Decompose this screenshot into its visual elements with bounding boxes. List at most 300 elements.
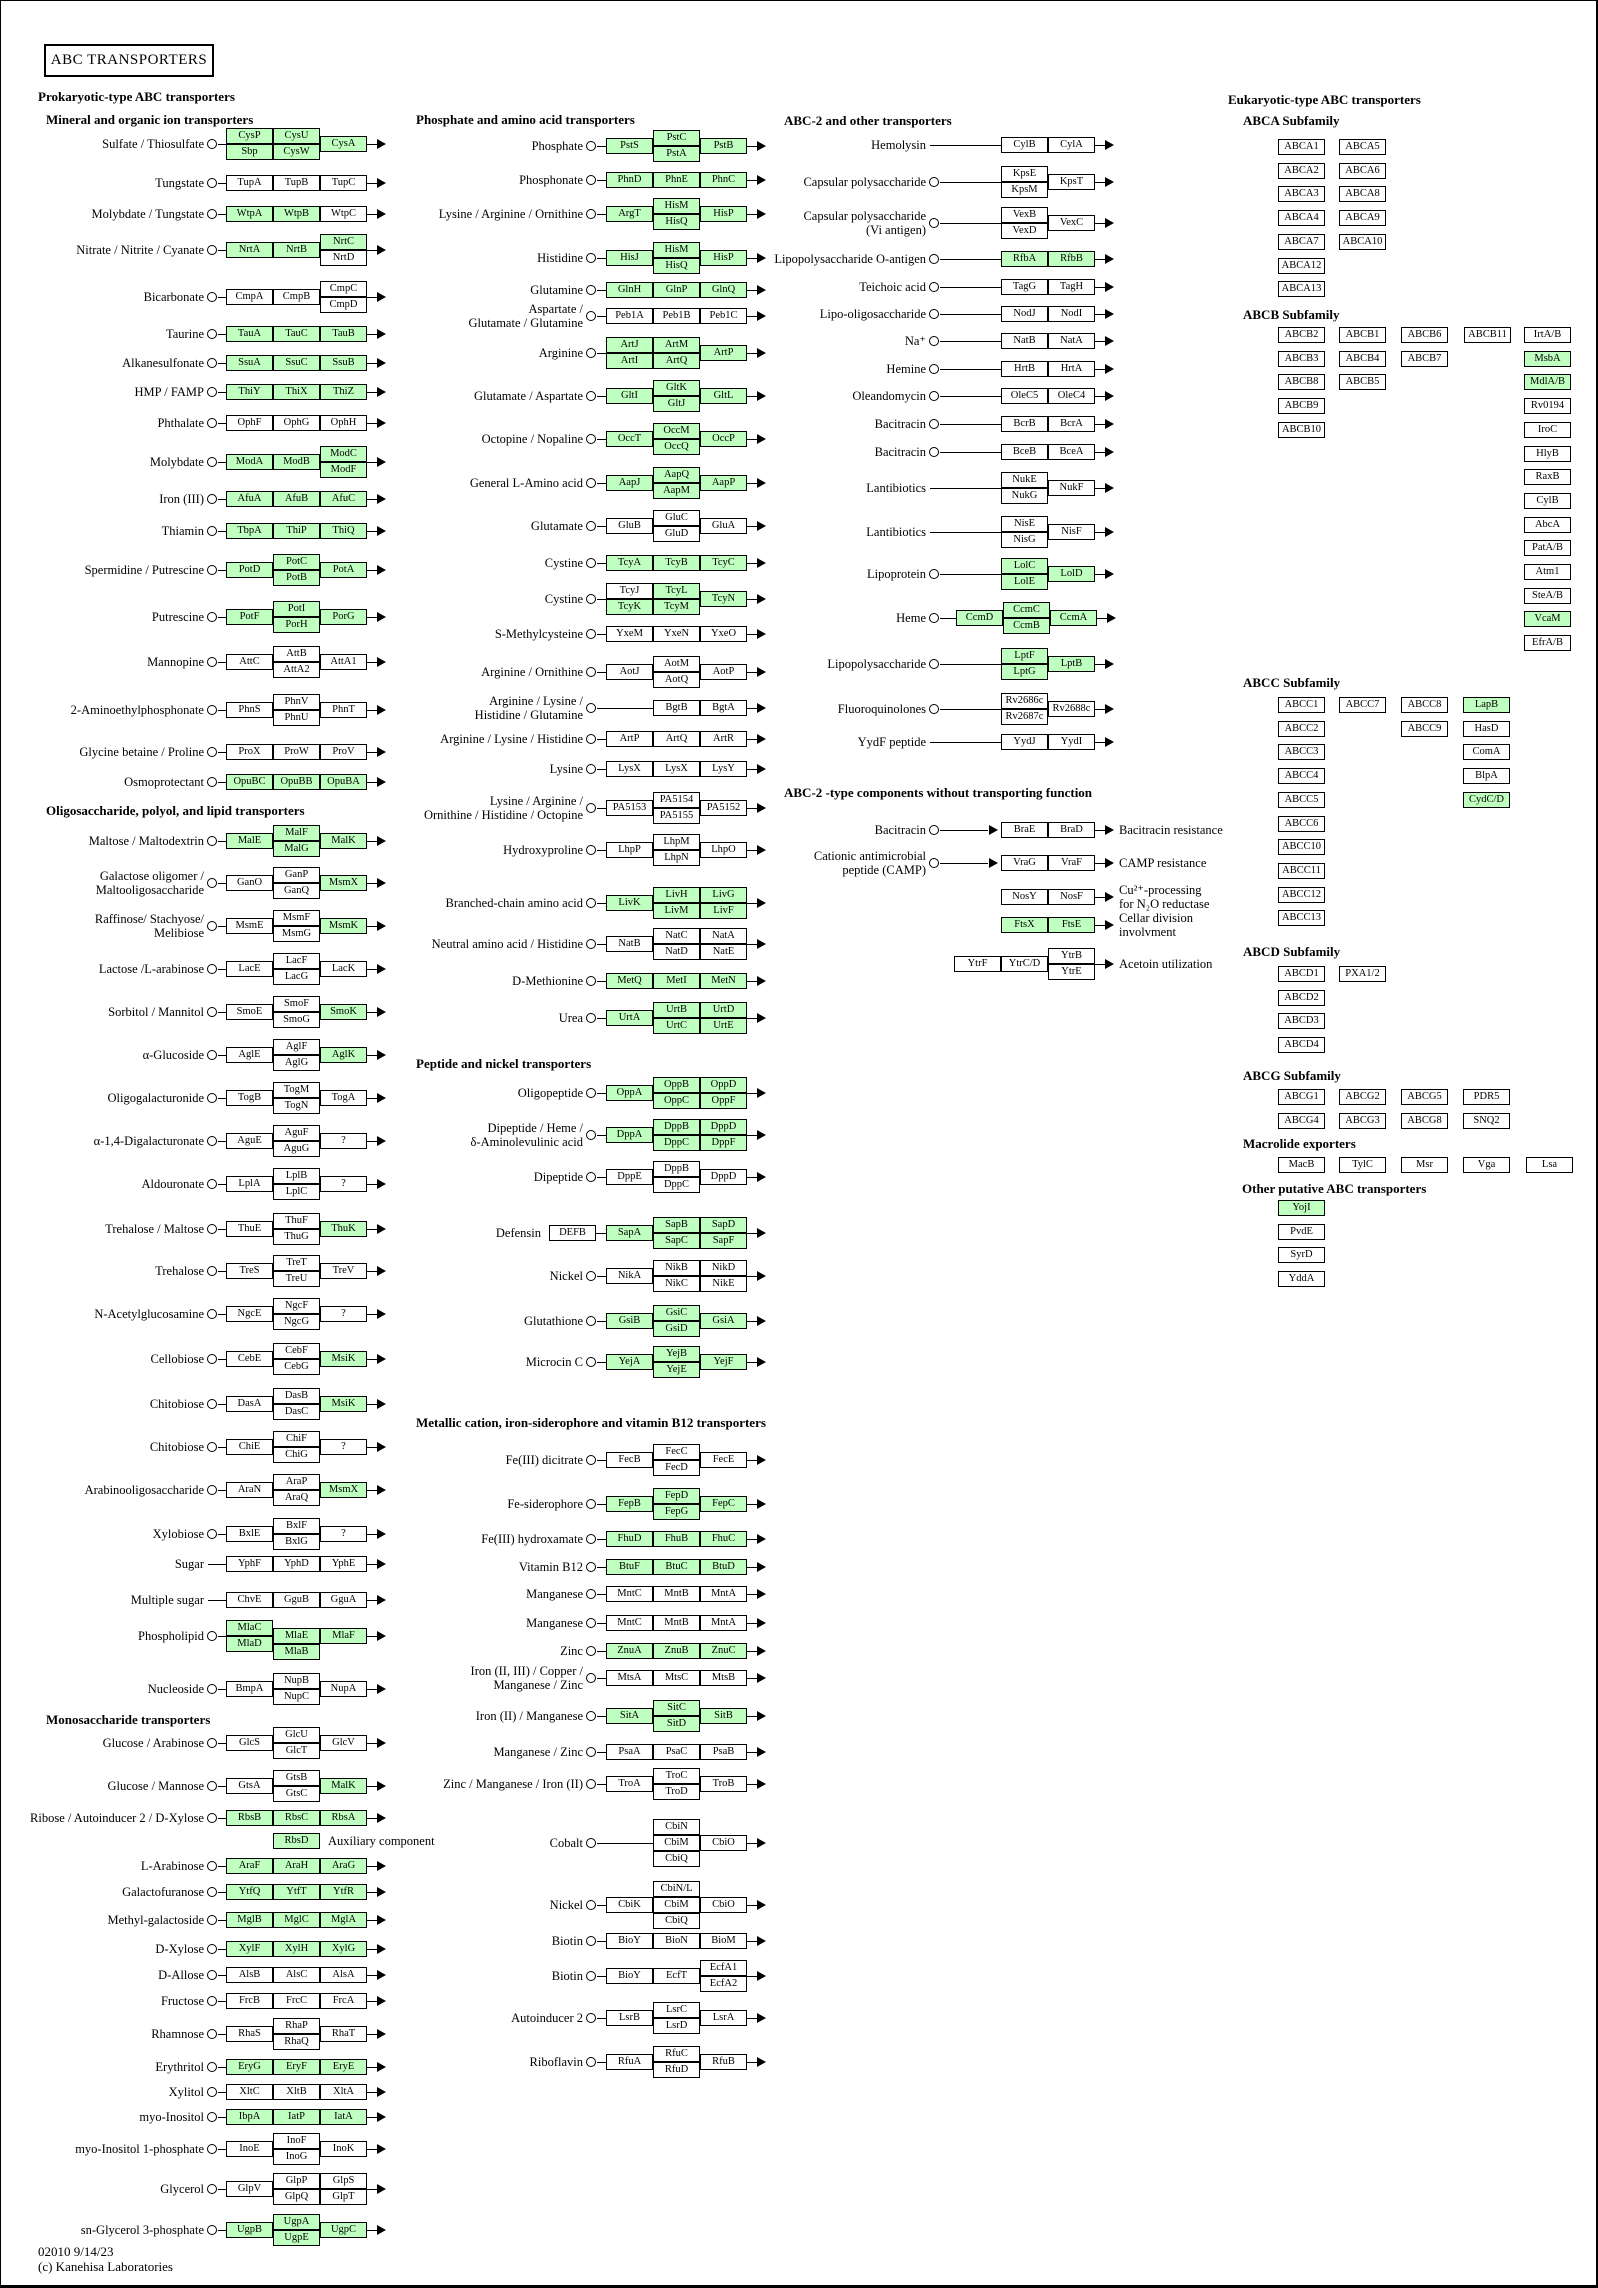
gene-box[interactable]: ThiX bbox=[273, 384, 320, 400]
gene-box[interactable]: BxlF bbox=[273, 1518, 320, 1534]
gene-box[interactable]: GlcS bbox=[226, 1735, 273, 1751]
gene-box[interactable]: TupC bbox=[320, 175, 367, 191]
gene-box[interactable]: CbiN bbox=[653, 1819, 700, 1835]
gene-box[interactable]: ABCC5 bbox=[1278, 792, 1325, 808]
gene-box[interactable]: BxlE bbox=[226, 1526, 273, 1542]
gene-box[interactable]: ABCG4 bbox=[1278, 1113, 1325, 1129]
gene-box[interactable]: NupC bbox=[273, 1689, 320, 1705]
gene-box[interactable]: PhnC bbox=[700, 172, 747, 188]
gene-box[interactable]: NikC bbox=[653, 1276, 700, 1292]
gene-box[interactable]: AapJ bbox=[606, 475, 653, 491]
gene-box[interactable]: Rv0194 bbox=[1524, 398, 1571, 414]
gene-box[interactable]: TogM bbox=[273, 1082, 320, 1098]
gene-box[interactable]: CysP bbox=[226, 128, 273, 144]
gene-box[interactable]: LolE bbox=[1001, 574, 1048, 590]
gene-box[interactable]: GlpS bbox=[320, 2173, 367, 2189]
gene-box[interactable]: InoE bbox=[226, 2141, 273, 2157]
gene-box[interactable]: NatB bbox=[1001, 333, 1048, 349]
gene-box[interactable]: MalK bbox=[320, 833, 367, 849]
gene-box[interactable]: BraE bbox=[1001, 822, 1048, 838]
gene-box[interactable]: CbiM bbox=[653, 1897, 700, 1913]
gene-box[interactable]: GlcT bbox=[273, 1743, 320, 1759]
gene-box[interactable]: AotM bbox=[653, 656, 700, 672]
gene-box[interactable]: ABCA10 bbox=[1339, 234, 1386, 250]
gene-box[interactable]: SmoF bbox=[273, 996, 320, 1012]
gene-box[interactable]: TroA bbox=[606, 1776, 653, 1792]
gene-box[interactable]: LivM bbox=[653, 903, 700, 919]
gene-box[interactable]: LacF bbox=[273, 953, 320, 969]
gene-box[interactable]: RhaP bbox=[273, 2018, 320, 2034]
gene-box[interactable]: PvdE bbox=[1278, 1224, 1325, 1240]
gene-box[interactable]: AguE bbox=[226, 1133, 273, 1149]
gene-box[interactable]: LsrA bbox=[700, 2010, 747, 2026]
gene-box[interactable]: UrtB bbox=[653, 1002, 700, 1018]
gene-box[interactable]: AotQ bbox=[653, 672, 700, 688]
gene-box[interactable]: OppF bbox=[700, 1093, 747, 1109]
gene-box[interactable]: DasA bbox=[226, 1396, 273, 1412]
gene-box[interactable]: ABCB1 bbox=[1339, 327, 1386, 343]
gene-box[interactable]: MglC bbox=[273, 1912, 320, 1928]
gene-box[interactable]: NgcG bbox=[273, 1314, 320, 1330]
gene-box[interactable]: ABCC13 bbox=[1278, 910, 1325, 926]
gene-box[interactable]: ABCB6 bbox=[1401, 327, 1448, 343]
gene-box[interactable]: EcfA1 bbox=[700, 1960, 747, 1976]
gene-box[interactable]: CebF bbox=[273, 1343, 320, 1359]
gene-box[interactable]: ChvE bbox=[226, 1592, 273, 1608]
gene-box[interactable]: BcrB bbox=[1001, 416, 1048, 432]
gene-box[interactable]: RfuB bbox=[700, 2054, 747, 2070]
gene-box[interactable]: AlsC bbox=[273, 1967, 320, 1983]
gene-box[interactable]: TcyC bbox=[700, 555, 747, 571]
gene-box[interactable]: EryE bbox=[320, 2059, 367, 2075]
gene-box[interactable]: MsiK bbox=[320, 1351, 367, 1367]
gene-box[interactable]: MlaD bbox=[226, 1636, 273, 1652]
gene-box[interactable]: LapB bbox=[1463, 697, 1510, 713]
gene-box[interactable]: RfuA bbox=[606, 2054, 653, 2070]
gene-box[interactable]: CmpC bbox=[320, 281, 367, 297]
gene-box[interactable]: GguA bbox=[320, 1592, 367, 1608]
gene-box[interactable]: HisP bbox=[700, 250, 747, 266]
gene-box[interactable]: ABCG2 bbox=[1339, 1089, 1386, 1105]
gene-box[interactable]: ? bbox=[320, 1176, 367, 1192]
gene-box[interactable]: MlaE bbox=[273, 1628, 320, 1644]
gene-box[interactable]: ProW bbox=[273, 744, 320, 760]
gene-box[interactable]: SapA bbox=[606, 1225, 653, 1241]
gene-box[interactable]: ABCA1 bbox=[1278, 139, 1325, 155]
gene-box[interactable]: TroD bbox=[653, 1784, 700, 1800]
gene-box[interactable]: OphH bbox=[320, 415, 367, 431]
gene-box[interactable]: ? bbox=[320, 1133, 367, 1149]
gene-box[interactable]: ABCC3 bbox=[1278, 744, 1325, 760]
gene-box[interactable]: YxeM bbox=[606, 626, 653, 642]
gene-box[interactable]: SsuA bbox=[226, 355, 273, 371]
gene-box[interactable]: Rv2687c bbox=[1001, 709, 1048, 725]
gene-box[interactable]: BlpA bbox=[1463, 768, 1510, 784]
gene-box[interactable]: NikE bbox=[700, 1276, 747, 1292]
gene-box[interactable]: NrtA bbox=[226, 242, 273, 258]
gene-box[interactable]: AraQ bbox=[273, 1490, 320, 1506]
gene-box[interactable]: MsmX bbox=[320, 875, 367, 891]
gene-box[interactable]: FecE bbox=[700, 1452, 747, 1468]
gene-box[interactable]: MntB bbox=[653, 1586, 700, 1602]
gene-box[interactable]: YejE bbox=[653, 1362, 700, 1378]
gene-box[interactable]: TcyA bbox=[606, 555, 653, 571]
gene-box[interactable]: MalF bbox=[273, 825, 320, 841]
gene-box[interactable]: ABCA4 bbox=[1278, 210, 1325, 226]
gene-box[interactable]: LysY bbox=[700, 761, 747, 777]
gene-box[interactable]: AotP bbox=[700, 664, 747, 680]
gene-box[interactable]: NukG bbox=[1001, 488, 1048, 504]
gene-box[interactable]: PstA bbox=[653, 146, 700, 162]
gene-box[interactable]: RhaS bbox=[226, 2026, 273, 2042]
gene-box[interactable]: PotC bbox=[273, 554, 320, 570]
gene-box[interactable]: GsiD bbox=[653, 1321, 700, 1337]
gene-box[interactable]: MetN bbox=[700, 973, 747, 989]
gene-box[interactable]: HasD bbox=[1463, 721, 1510, 737]
gene-box[interactable]: OphF bbox=[226, 415, 273, 431]
gene-box[interactable]: GanP bbox=[273, 867, 320, 883]
gene-box[interactable]: YejA bbox=[606, 1354, 653, 1370]
gene-box[interactable]: AraH bbox=[273, 1858, 320, 1874]
gene-box[interactable]: AbcA bbox=[1524, 517, 1571, 533]
gene-box[interactable]: BxlG bbox=[273, 1534, 320, 1550]
gene-box[interactable]: ChiG bbox=[273, 1447, 320, 1463]
gene-box[interactable]: CbiO bbox=[700, 1897, 747, 1913]
gene-box[interactable]: FrcC bbox=[273, 1993, 320, 2009]
gene-box[interactable]: WtpA bbox=[226, 206, 273, 222]
gene-box[interactable]: NodI bbox=[1048, 306, 1095, 322]
gene-box[interactable]: AapP bbox=[700, 475, 747, 491]
gene-box[interactable]: RbsB bbox=[226, 1810, 273, 1826]
gene-box[interactable]: PotB bbox=[273, 570, 320, 586]
gene-box[interactable]: ? bbox=[320, 1439, 367, 1455]
gene-box[interactable]: TbpA bbox=[226, 523, 273, 539]
gene-box[interactable]: ABCB5 bbox=[1339, 374, 1386, 390]
gene-box[interactable]: AapQ bbox=[653, 467, 700, 483]
gene-box[interactable]: UrtE bbox=[700, 1018, 747, 1034]
gene-box[interactable]: BceB bbox=[1001, 444, 1048, 460]
gene-box[interactable]: UgpB bbox=[226, 2222, 273, 2238]
gene-box[interactable]: CysA bbox=[320, 136, 367, 152]
gene-box[interactable]: MsmX bbox=[320, 1482, 367, 1498]
gene-box[interactable]: WtpC bbox=[320, 206, 367, 222]
gene-box[interactable]: CmpB bbox=[273, 289, 320, 305]
gene-box[interactable]: YejF bbox=[700, 1354, 747, 1370]
gene-box[interactable]: ABCC9 bbox=[1401, 721, 1448, 737]
gene-box[interactable]: PsaC bbox=[653, 1744, 700, 1760]
gene-box[interactable]: VexC bbox=[1048, 215, 1095, 231]
gene-box[interactable]: MacB bbox=[1278, 1157, 1325, 1173]
gene-box[interactable]: SmoE bbox=[226, 1004, 273, 1020]
gene-box[interactable]: SyrD bbox=[1278, 1247, 1325, 1263]
gene-box[interactable]: AlsA bbox=[320, 1967, 367, 1983]
gene-box[interactable]: ArtP bbox=[700, 345, 747, 361]
gene-box[interactable]: ThiP bbox=[273, 523, 320, 539]
gene-box[interactable]: NupA bbox=[320, 1681, 367, 1697]
gene-box[interactable]: ABCD4 bbox=[1278, 1037, 1325, 1053]
gene-box[interactable]: MetQ bbox=[606, 973, 653, 989]
gene-box[interactable]: HlyB bbox=[1524, 446, 1571, 462]
gene-box[interactable]: CcmA bbox=[1050, 610, 1097, 626]
gene-box[interactable]: IbpA bbox=[226, 2109, 273, 2125]
gene-box[interactable]: MsmE bbox=[226, 918, 273, 934]
gene-box[interactable]: DEFB bbox=[549, 1225, 596, 1241]
gene-box[interactable]: NrtC bbox=[320, 234, 367, 250]
gene-box[interactable]: Atm1 bbox=[1524, 564, 1571, 580]
gene-box[interactable]: CydC/D bbox=[1463, 792, 1510, 808]
gene-box[interactable]: ABCD2 bbox=[1278, 990, 1325, 1006]
gene-box[interactable]: ABCB9 bbox=[1278, 398, 1325, 414]
gene-box[interactable]: BgtB bbox=[653, 700, 700, 716]
gene-box[interactable]: GlpP bbox=[273, 2173, 320, 2189]
gene-box[interactable]: OccM bbox=[653, 423, 700, 439]
gene-box[interactable]: ABCG1 bbox=[1278, 1089, 1325, 1105]
gene-box[interactable]: AttA1 bbox=[320, 654, 367, 670]
gene-box[interactable]: ABCA3 bbox=[1278, 186, 1325, 202]
gene-box[interactable]: TcyK bbox=[606, 599, 653, 615]
gene-box[interactable]: ThuE bbox=[226, 1221, 273, 1237]
gene-box[interactable]: EryG bbox=[226, 2059, 273, 2075]
gene-box[interactable]: BioY bbox=[606, 1933, 653, 1949]
gene-box[interactable]: GltJ bbox=[653, 396, 700, 412]
gene-box[interactable]: UrtD bbox=[700, 1002, 747, 1018]
gene-box[interactable]: BgtA bbox=[700, 700, 747, 716]
gene-box[interactable]: GltK bbox=[653, 380, 700, 396]
gene-box[interactable]: GtsA bbox=[226, 1778, 273, 1794]
gene-box[interactable]: VraG bbox=[1001, 855, 1048, 871]
gene-box[interactable]: Lsa bbox=[1526, 1157, 1573, 1173]
gene-box[interactable]: InoG bbox=[273, 2149, 320, 2165]
gene-box[interactable]: OppD bbox=[700, 1077, 747, 1093]
gene-box[interactable]: GltL bbox=[700, 388, 747, 404]
gene-box[interactable]: MlaB bbox=[273, 1644, 320, 1660]
gene-box[interactable]: AguG bbox=[273, 1141, 320, 1157]
gene-box[interactable]: UgpE bbox=[273, 2230, 320, 2246]
gene-box[interactable]: ABCC4 bbox=[1278, 768, 1325, 784]
gene-box[interactable]: MtsB bbox=[700, 1670, 747, 1686]
gene-box[interactable]: UgpC bbox=[320, 2222, 367, 2238]
gene-box[interactable]: ABCC10 bbox=[1278, 839, 1325, 855]
gene-box[interactable]: OpuBA bbox=[320, 774, 367, 790]
gene-box[interactable]: TupB bbox=[273, 175, 320, 191]
gene-box[interactable]: KpsM bbox=[1001, 182, 1048, 198]
gene-box[interactable]: LptG bbox=[1001, 664, 1048, 680]
gene-box[interactable]: EryF bbox=[273, 2059, 320, 2075]
gene-box[interactable]: PotF bbox=[226, 609, 273, 625]
gene-box[interactable]: PsaA bbox=[606, 1744, 653, 1760]
gene-box[interactable]: BtuF bbox=[606, 1559, 653, 1575]
gene-box[interactable]: PotD bbox=[226, 562, 273, 578]
gene-box[interactable]: NatC bbox=[653, 928, 700, 944]
gene-box[interactable]: RfbB bbox=[1048, 251, 1095, 267]
gene-box[interactable]: LsrC bbox=[653, 2002, 700, 2018]
gene-box[interactable]: AglF bbox=[273, 1039, 320, 1055]
gene-box[interactable]: MntC bbox=[606, 1615, 653, 1631]
gene-box[interactable]: VcaM bbox=[1524, 611, 1571, 627]
gene-box[interactable]: LacK bbox=[320, 961, 367, 977]
gene-box[interactable]: TagG bbox=[1001, 279, 1048, 295]
gene-box[interactable]: SapF bbox=[700, 1233, 747, 1249]
gene-box[interactable]: SsuC bbox=[273, 355, 320, 371]
gene-box[interactable]: OpuBC bbox=[226, 774, 273, 790]
gene-box[interactable]: ABCB4 bbox=[1339, 351, 1386, 367]
gene-box[interactable]: RhaT bbox=[320, 2026, 367, 2042]
gene-box[interactable]: CbiQ bbox=[653, 1851, 700, 1867]
gene-box[interactable]: CylB bbox=[1001, 137, 1048, 153]
gene-box[interactable]: LptB bbox=[1048, 656, 1095, 672]
gene-box[interactable]: CmpD bbox=[320, 297, 367, 313]
gene-box[interactable]: AraN bbox=[226, 1482, 273, 1498]
gene-box[interactable]: CcmB bbox=[1003, 618, 1050, 634]
gene-box[interactable]: InoK bbox=[320, 2141, 367, 2157]
gene-box[interactable]: ArtJ bbox=[606, 337, 653, 353]
gene-box[interactable]: DppF bbox=[700, 1135, 747, 1151]
gene-box[interactable]: ABCC8 bbox=[1401, 697, 1448, 713]
gene-box[interactable]: BtuD bbox=[700, 1559, 747, 1575]
gene-box[interactable]: AguF bbox=[273, 1125, 320, 1141]
gene-box[interactable]: ZnuA bbox=[606, 1643, 653, 1659]
gene-box[interactable]: AglK bbox=[320, 1047, 367, 1063]
gene-box[interactable]: BioY bbox=[606, 1968, 653, 1984]
gene-box[interactable]: PhnV bbox=[273, 694, 320, 710]
gene-box[interactable]: Rv2686c bbox=[1001, 693, 1048, 709]
gene-box[interactable]: YtfR bbox=[320, 1884, 367, 1900]
gene-box[interactable]: YejB bbox=[653, 1346, 700, 1362]
gene-box[interactable]: NikA bbox=[606, 1268, 653, 1284]
gene-box[interactable]: ArtQ bbox=[653, 731, 700, 747]
gene-box[interactable]: DppD bbox=[700, 1119, 747, 1135]
gene-box[interactable]: FhuB bbox=[653, 1531, 700, 1547]
gene-box[interactable]: GtsB bbox=[273, 1770, 320, 1786]
gene-box[interactable]: WtpB bbox=[273, 206, 320, 222]
gene-box[interactable]: DppC bbox=[653, 1135, 700, 1151]
gene-box[interactable]: MsbA bbox=[1524, 351, 1571, 367]
gene-box[interactable]: HisM bbox=[653, 242, 700, 258]
gene-box[interactable]: FrcB bbox=[226, 1993, 273, 2009]
gene-box[interactable]: YddA bbox=[1278, 1271, 1325, 1287]
gene-box[interactable]: ThuG bbox=[273, 1229, 320, 1245]
gene-box[interactable]: OppC bbox=[653, 1093, 700, 1109]
gene-box[interactable]: GluB bbox=[606, 518, 653, 534]
gene-box[interactable]: ThiQ bbox=[320, 523, 367, 539]
gene-box[interactable]: GluC bbox=[653, 510, 700, 526]
gene-box[interactable]: ThiY bbox=[226, 384, 273, 400]
gene-box[interactable]: MntC bbox=[606, 1586, 653, 1602]
gene-box[interactable]: PorH bbox=[273, 617, 320, 633]
gene-box[interactable]: OphG bbox=[273, 415, 320, 431]
gene-box[interactable]: NatD bbox=[653, 944, 700, 960]
gene-box[interactable]: SapC bbox=[653, 1233, 700, 1249]
gene-box[interactable]: EcfT bbox=[653, 1968, 700, 1984]
gene-box[interactable]: MtsC bbox=[653, 1670, 700, 1686]
gene-box[interactable]: ArtP bbox=[606, 731, 653, 747]
gene-box[interactable]: AglG bbox=[273, 1055, 320, 1071]
gene-box[interactable]: CmpA bbox=[226, 289, 273, 305]
gene-box[interactable]: ABCB3 bbox=[1278, 351, 1325, 367]
gene-box[interactable]: OleC4 bbox=[1048, 388, 1095, 404]
gene-box[interactable]: YtrF bbox=[954, 956, 1001, 972]
gene-box[interactable]: CysU bbox=[273, 128, 320, 144]
gene-box[interactable]: PhnU bbox=[273, 710, 320, 726]
gene-box[interactable]: TreT bbox=[273, 1255, 320, 1271]
gene-box[interactable]: YydI bbox=[1048, 734, 1095, 750]
gene-box[interactable]: ArgT bbox=[606, 206, 653, 222]
gene-box[interactable]: BmpA bbox=[226, 1681, 273, 1697]
gene-box[interactable]: ABCA13 bbox=[1278, 281, 1325, 297]
gene-box[interactable]: ABCA9 bbox=[1339, 210, 1386, 226]
gene-box[interactable]: GguB bbox=[273, 1592, 320, 1608]
gene-box[interactable]: PstB bbox=[700, 138, 747, 154]
gene-box[interactable]: UrtC bbox=[653, 1018, 700, 1034]
gene-box[interactable]: YtrB bbox=[1048, 948, 1095, 964]
gene-box[interactable]: PA5153 bbox=[606, 800, 653, 816]
gene-box[interactable]: BceA bbox=[1048, 444, 1095, 460]
gene-box[interactable]: AttA2 bbox=[273, 662, 320, 678]
gene-box[interactable]: AfuB bbox=[273, 491, 320, 507]
gene-box[interactable]: PDR5 bbox=[1463, 1089, 1510, 1105]
gene-box[interactable]: ABCB7 bbox=[1401, 351, 1448, 367]
gene-box[interactable]: NukF bbox=[1048, 480, 1095, 496]
gene-box[interactable]: ABCA7 bbox=[1278, 234, 1325, 250]
gene-box[interactable]: LivF bbox=[700, 903, 747, 919]
gene-box[interactable]: RhaQ bbox=[273, 2034, 320, 2050]
gene-box[interactable]: GsiA bbox=[700, 1313, 747, 1329]
gene-box[interactable]: CcmC bbox=[1003, 602, 1050, 618]
gene-box[interactable]: BioM bbox=[700, 1933, 747, 1949]
gene-box[interactable]: FepB bbox=[606, 1496, 653, 1512]
gene-box[interactable]: KpsE bbox=[1001, 166, 1048, 182]
gene-box[interactable]: DppB bbox=[653, 1119, 700, 1135]
gene-box[interactable]: AttB bbox=[273, 646, 320, 662]
gene-box[interactable]: Peb1C bbox=[700, 308, 747, 324]
gene-box[interactable]: ABCA5 bbox=[1339, 139, 1386, 155]
gene-box[interactable]: HrtA bbox=[1048, 361, 1095, 377]
gene-box[interactable]: PhnT bbox=[320, 702, 367, 718]
gene-box[interactable]: ArtR bbox=[700, 731, 747, 747]
gene-box[interactable]: ModF bbox=[320, 462, 367, 478]
gene-box[interactable]: GtsC bbox=[273, 1786, 320, 1802]
gene-box[interactable]: ? bbox=[320, 1306, 367, 1322]
gene-box[interactable]: LolD bbox=[1048, 566, 1095, 582]
gene-box[interactable]: Peb1A bbox=[606, 308, 653, 324]
gene-box[interactable]: ThuK bbox=[320, 1221, 367, 1237]
gene-box[interactable]: ABCC7 bbox=[1339, 697, 1386, 713]
gene-box[interactable]: GluA bbox=[700, 518, 747, 534]
gene-box[interactable]: ABCC12 bbox=[1278, 887, 1325, 903]
gene-box[interactable]: OccP bbox=[700, 431, 747, 447]
gene-box[interactable]: PhnD bbox=[606, 172, 653, 188]
gene-box[interactable]: NikD bbox=[700, 1260, 747, 1276]
gene-box[interactable]: SteA/B bbox=[1524, 588, 1571, 604]
gene-box[interactable]: VexD bbox=[1001, 223, 1048, 239]
gene-box[interactable]: AttC bbox=[226, 654, 273, 670]
gene-box[interactable]: SmoK bbox=[320, 1004, 367, 1020]
gene-box[interactable]: OccQ bbox=[653, 439, 700, 455]
gene-box[interactable]: HisM bbox=[653, 198, 700, 214]
gene-box[interactable]: LacE bbox=[226, 961, 273, 977]
gene-box[interactable]: XltC bbox=[226, 2084, 273, 2100]
gene-box[interactable]: SitD bbox=[653, 1716, 700, 1732]
gene-box[interactable]: TauB bbox=[320, 326, 367, 342]
gene-box[interactable]: RfuC bbox=[653, 2046, 700, 2062]
gene-box[interactable]: DppD bbox=[700, 1169, 747, 1185]
gene-box[interactable]: AlsB bbox=[226, 1967, 273, 1983]
gene-box[interactable]: CylB bbox=[1524, 493, 1571, 509]
gene-box[interactable]: ABCG3 bbox=[1339, 1113, 1386, 1129]
gene-box[interactable]: TcyB bbox=[653, 555, 700, 571]
gene-box[interactable]: AraP bbox=[273, 1474, 320, 1490]
gene-box[interactable]: NgcE bbox=[226, 1306, 273, 1322]
